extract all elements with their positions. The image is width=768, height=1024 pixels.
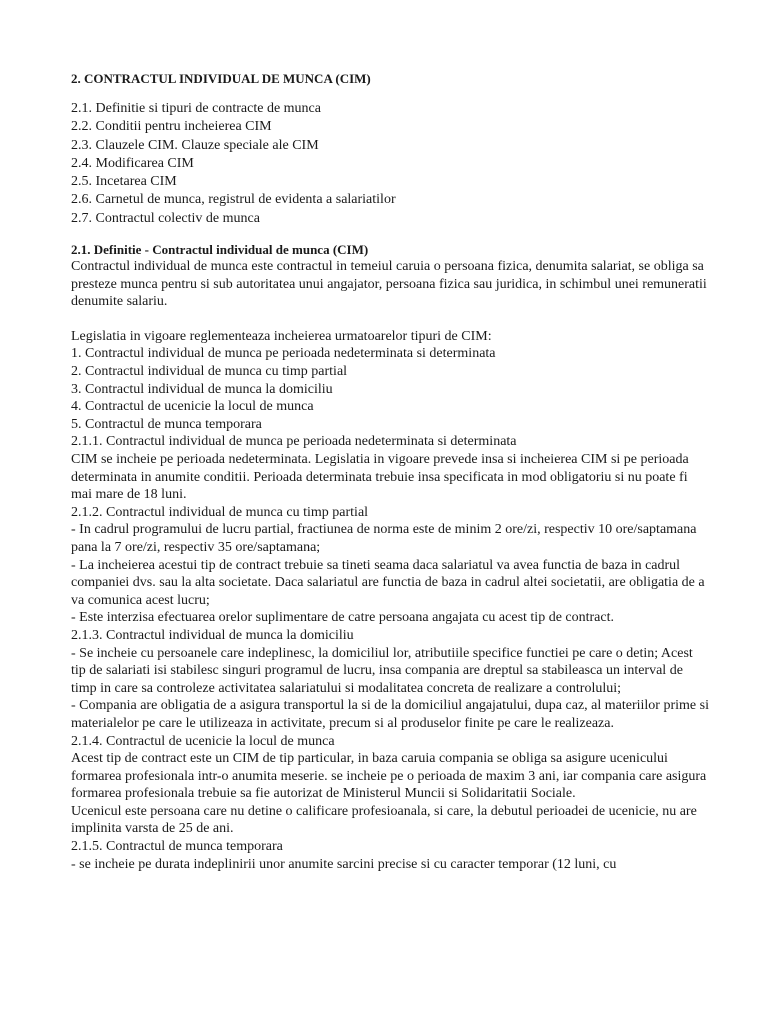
body-paragraph: - Se incheie cu persoanele care indeplinesc, la domiciliul lor, atributiile specifice functiei pe care o detin; Acest tip de salariati isi stabilesc singuri programul de lucru, insa compania are dreptul sa stabileasca un interval de timp in care sa controleze activitatea salariatului si modalitatea concreta de realizare a controlului; bbox=[71, 645, 693, 696]
toc-item: 2.6. Carnetul de munca, registrul de evidenta a salariatilor bbox=[71, 192, 396, 208]
body-paragraph: - Compania are obligatia de a asigura transportul la si de la domiciliul angajatului, dupa caz, al materiilor prime si materialelor pe care le utilizeaza in activitate, precum si al produselor finite pe care le realizeaza. bbox=[71, 698, 709, 731]
document-title: 2. CONTRACTUL INDIVIDUAL DE MUNCA (CIM) bbox=[71, 71, 371, 86]
toc-item: 2.2. Conditii pentru incheierea CIM bbox=[71, 119, 272, 135]
contract-type-item: 3. Contractul individual de munca la domiciliu bbox=[71, 381, 333, 397]
definition-paragraph: Contractul individual de munca este contractul in temeiul caruia o persoana fizica, denumita salariat, se obliga sa presteze munca pentru si sub autoritatea unui angajator, persoana fizica sau juridica, in schimbul unei remuneratii denumite salariu. bbox=[71, 259, 707, 310]
body-paragraph: Acest tip de contract este un CIM de tip particular, in baza caruia compania se obliga sa asigure ucenicului formarea profesionala intr-o anumita meserie. se incheie pe o perioada de maxim 3 ani, iar compania care asigura formarea profesionala trebuie sa fie autorizat de Ministerul Muncii si Solidaritatii Sociale. bbox=[71, 751, 707, 802]
toc-item: 2.5. Incetarea CIM bbox=[71, 174, 177, 190]
toc-item: 2.1. Definitie si tipuri de contracte de munca bbox=[71, 101, 321, 116]
toc-item: 2.3. Clauzele CIM. Clauze speciale ale CIM bbox=[71, 137, 319, 153]
section-heading: 2.1. Definitie - Contractul individual de munca (CIM) bbox=[71, 242, 369, 258]
body-paragraph: CIM se incheie pe perioada nedeterminata. Legislatia in vigoare prevede insa si incheierea CIM si pe perioada determinata in anumite conditii. Perioada determinata trebuie insa specificata in mod obligatoriu si nu poate fi mai mare de 18 luni. bbox=[71, 452, 689, 503]
legislation-intro: Legislatia in vigoare reglementeaza incheierea urmatoarelor tipuri de CIM: bbox=[71, 328, 492, 344]
contract-type-item: 4. Contractul de ucenicie la locul de munca bbox=[71, 399, 314, 415]
body-paragraph: - La incheierea acestui tip de contract trebuie sa tineti seama daca salariatul va avea functia de baza in cadrul companiei dvs. sau la alta societate. Daca salariatul are functia de baza in cadrul altei societatii, are obligatia de a va comunica acest lucru; bbox=[71, 557, 705, 608]
contract-type-item: 2. Contractul individual de munca cu timp partial bbox=[71, 364, 348, 380]
subsection-heading: 2.1.1. Contractul individual de munca pe perioada nedeterminata si determinata bbox=[71, 434, 517, 450]
toc-item: 2.4. Modificarea CIM bbox=[71, 155, 194, 171]
subsection-heading: 2.1.4. Contractul de ucenicie la locul de munca bbox=[71, 733, 335, 749]
subsection-heading: 2.1.5. Contractul de munca temporara bbox=[71, 839, 283, 855]
document-page bbox=[71, 70, 711, 873]
contract-type-item: 5. Contractul de munca temporara bbox=[71, 416, 262, 432]
body-paragraph: - In cadrul programului de lucru partial, fractiunea de norma este de minim 2 ore/zi, respectiv 10 ore/saptamana pana la 7 ore/zi, respectiv 35 ore/saptamana; bbox=[71, 522, 697, 555]
body-paragraph: - se incheie pe durata indeplinirii unor anumite sarcini precise si cu caracter temporar (12 luni, cu bbox=[71, 856, 617, 872]
toc-item: 2.7. Contractul colectiv de munca bbox=[71, 210, 260, 226]
body-paragraph: - Este interzisa efectuarea orelor suplimentare de catre persoana angajata cu acest tip de contract. bbox=[71, 610, 614, 626]
subsection-heading: 2.1.2. Contractul individual de munca cu timp partial bbox=[71, 504, 369, 520]
table-of-contents bbox=[71, 100, 711, 228]
subsection-heading: 2.1.3. Contractul individual de munca la domiciliu bbox=[71, 627, 354, 643]
contract-type-item: 1. Contractul individual de munca pe perioada nedeterminata si determinata bbox=[71, 346, 496, 362]
body-paragraph: Ucenicul este persoana care nu detine o calificare profesioanala, si care, la debutul perioadei de ucenicie, nu are implinita varsta de 25 de ani. bbox=[71, 803, 697, 837]
